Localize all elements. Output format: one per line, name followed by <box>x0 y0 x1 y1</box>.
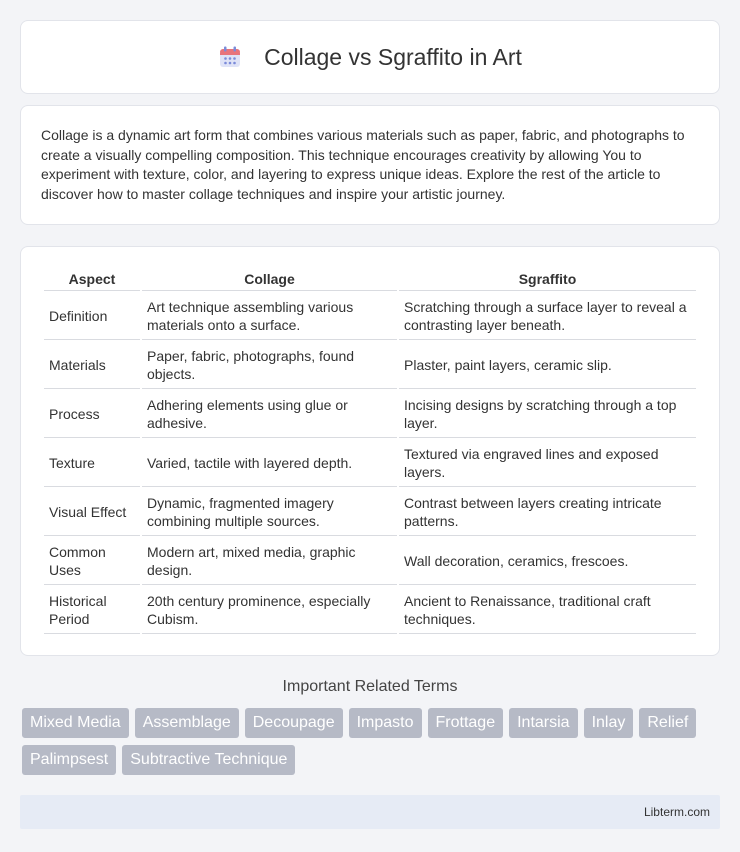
footer <box>20 795 720 829</box>
related-term-tag[interactable]: Intarsia <box>509 708 577 738</box>
intro-card <box>20 105 720 225</box>
header-aspect: Aspect <box>44 266 140 291</box>
related-term-tag[interactable]: Mixed Media <box>22 708 129 738</box>
row-aspect: Texture <box>44 439 140 487</box>
row-collage: 20th century prominence, especially Cubism. <box>142 586 397 634</box>
row-aspect: Process <box>44 390 140 438</box>
related-terms-title: Important Related Terms <box>282 678 458 695</box>
row-collage: Modern art, mixed media, graphic design. <box>142 537 397 585</box>
row-aspect: Common Uses <box>44 537 140 585</box>
row-collage: Art technique assembling various materials onto a surface. <box>142 292 397 340</box>
related-term-tag[interactable]: Decoupage <box>245 708 343 738</box>
row-collage: Paper, fabric, photographs, found objects. <box>142 341 397 389</box>
related-term-tag[interactable]: Subtractive Technique <box>122 745 295 775</box>
table-row <box>44 488 696 536</box>
page-title: Collage vs Sgraffito in Art <box>264 43 522 70</box>
title-card <box>20 20 720 94</box>
row-sgraffito: Incising designs by scratching through a top layer. <box>399 390 696 438</box>
row-sgraffito: Contrast between layers creating intricate patterns. <box>399 488 696 536</box>
header-collage: Collage <box>142 266 397 291</box>
related-terms-list <box>22 708 718 775</box>
table-row <box>44 586 696 634</box>
related-term-tag[interactable]: Assemblage <box>135 708 239 738</box>
comparison-table <box>42 265 698 635</box>
row-collage: Varied, tactile with layered depth. <box>142 439 397 487</box>
row-aspect: Visual Effect <box>44 488 140 536</box>
row-sgraffito: Wall decoration, ceramics, frescoes. <box>399 537 696 585</box>
related-term-tag[interactable]: Impasto <box>349 708 422 738</box>
footer-site-link[interactable]: Libterm.com <box>643 805 710 819</box>
row-collage: Dynamic, fragmented imagery combining multiple sources. <box>142 488 397 536</box>
table-row <box>44 341 696 389</box>
row-sgraffito: Plaster, paint layers, ceramic slip. <box>399 341 696 389</box>
table-header-row <box>44 266 696 291</box>
related-term-tag[interactable]: Palimpsest <box>22 745 116 775</box>
row-sgraffito: Scratching through a surface layer to reveal a contrasting layer beneath. <box>399 292 696 340</box>
comparison-card <box>20 246 720 656</box>
header-sgraffito: Sgraffito <box>399 266 696 291</box>
row-sgraffito: Ancient to Renaissance, traditional craft techniques. <box>399 586 696 634</box>
row-collage: Adhering elements using glue or adhesive. <box>142 390 397 438</box>
row-sgraffito: Textured via engraved lines and exposed layers. <box>399 439 696 487</box>
related-term-tag[interactable]: Frottage <box>428 708 504 738</box>
table-row <box>44 439 696 487</box>
row-aspect: Historical Period <box>44 586 140 634</box>
table-row <box>44 390 696 438</box>
intro-text: Collage is a dynamic art form that combines various materials such as paper, fabric, and photographs to create a visually compelling composition. This technique encourages creativity by allowing You to experiment with texture, color, and layering to express unique ideas. Explore the rest of the article to discover how to master collage techniques and inspire your artistic journey. <box>41 127 685 202</box>
related-term-tag[interactable]: Inlay <box>584 708 634 738</box>
related-term-tag[interactable]: Relief <box>639 708 696 738</box>
table-row <box>44 537 696 585</box>
row-aspect: Definition <box>44 292 140 340</box>
table-row <box>44 292 696 340</box>
row-aspect: Materials <box>44 341 140 389</box>
calendar-icon <box>218 45 242 69</box>
